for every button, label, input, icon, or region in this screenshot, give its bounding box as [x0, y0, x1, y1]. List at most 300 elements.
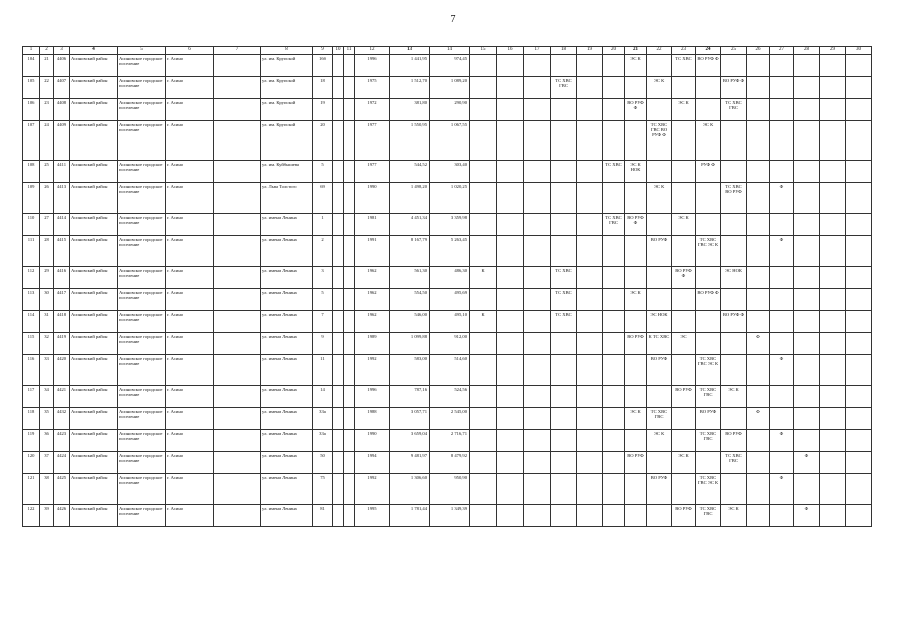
cell-sub-number: 22 — [40, 77, 54, 99]
cell-district: Асиновский район — [70, 355, 118, 386]
cell-col-23 — [672, 311, 696, 333]
cell-col-23 — [672, 408, 696, 430]
cell-col-29 — [820, 408, 846, 430]
cell-column-7 — [214, 267, 261, 289]
cell-col-15 — [470, 99, 497, 121]
cell-col-27 — [770, 386, 794, 408]
cell-col-30 — [846, 289, 872, 311]
cell-col-16 — [497, 311, 524, 333]
cell-col-18 — [551, 183, 577, 214]
cell-col-29 — [820, 505, 846, 527]
cell-col-28 — [794, 408, 820, 430]
cell-total-area: 8 167,79 — [390, 236, 430, 267]
cell-district: Асиновский район — [70, 311, 118, 333]
cell-col-29 — [820, 333, 846, 355]
cell-street: ул. имени Ленина — [261, 236, 313, 267]
column-header-15: 15 — [470, 47, 497, 55]
column-header-16: 16 — [497, 47, 524, 55]
cell-column-11 — [344, 267, 355, 289]
cell-sub-number: 35 — [40, 408, 54, 430]
column-header-27: 27 — [770, 47, 794, 55]
table-row — [23, 214, 872, 236]
cell-col-26 — [747, 430, 770, 452]
cell-settlement: Асиновское городское поселение — [118, 474, 166, 505]
cell-col-24 — [696, 333, 721, 355]
cell-district: Асиновский район — [70, 55, 118, 77]
cell-col-24: ЭС К — [696, 121, 721, 161]
cell-col-28 — [794, 355, 820, 386]
cell-col-18 — [551, 505, 577, 527]
cell-col-17 — [524, 267, 551, 289]
column-header-11: 11 — [344, 47, 355, 55]
cell-row-number: 112 — [23, 267, 40, 289]
table-row — [23, 408, 872, 430]
cell-living-area: 514,60 — [430, 355, 470, 386]
cell-col-17 — [524, 408, 551, 430]
column-header-23: 23 — [672, 47, 696, 55]
cell-col-30 — [846, 121, 872, 161]
cell-total-area: 1 099,88 — [390, 333, 430, 355]
cell-town: г. Асино — [166, 55, 214, 77]
cell-col-22: К ТС ХВС — [647, 333, 672, 355]
column-header-9: 9 — [313, 47, 333, 55]
cell-column-7 — [214, 236, 261, 267]
cell-col-20 — [603, 77, 625, 99]
cell-total-area: 1 550,95 — [390, 121, 430, 161]
table-row — [23, 289, 872, 311]
cell-col-17 — [524, 183, 551, 214]
cell-col-16 — [497, 355, 524, 386]
cell-col-18 — [551, 161, 577, 183]
cell-col-23: ТС ХВС — [672, 55, 696, 77]
cell-living-area: 524,56 — [430, 386, 470, 408]
cell-col-15: К — [470, 267, 497, 289]
cell-col-25: ТС ХВС ВО РУФ — [721, 183, 747, 214]
cell-col-29 — [820, 55, 846, 77]
table-row — [23, 183, 872, 214]
cell-col-20 — [603, 99, 625, 121]
cell-col-15 — [470, 386, 497, 408]
cell-col-25: ЭС К — [721, 386, 747, 408]
cell-house-number: 3 — [313, 267, 333, 289]
cell-col-22: ЭС К — [647, 430, 672, 452]
cell-col-28 — [794, 289, 820, 311]
cell-col-29 — [820, 121, 846, 161]
cell-total-area: 1 781,44 — [390, 505, 430, 527]
cell-column-11 — [344, 99, 355, 121]
cell-total-area: 583,00 — [390, 355, 430, 386]
cell-col-25: ЭС НОК — [721, 267, 747, 289]
cell-house-number: 1 — [313, 214, 333, 236]
cell-col-21 — [625, 267, 647, 289]
cell-col-28 — [794, 236, 820, 267]
cell-build-year: 1992 — [355, 355, 390, 386]
cell-settlement: Асиновское городское поселение — [118, 267, 166, 289]
cell-house-code: 4407 — [54, 77, 70, 99]
cell-col-16 — [497, 333, 524, 355]
cell-col-26 — [747, 55, 770, 77]
cell-street: ул. Льва Толстого — [261, 183, 313, 214]
cell-col-17 — [524, 505, 551, 527]
cell-living-area: 1 089,20 — [430, 77, 470, 99]
cell-living-area: 495,10 — [430, 311, 470, 333]
cell-col-27 — [770, 408, 794, 430]
cell-build-year: 1990 — [355, 183, 390, 214]
cell-col-16 — [497, 505, 524, 527]
cell-col-23: ВО РУФ Ф — [672, 267, 696, 289]
cell-col-27 — [770, 452, 794, 474]
column-header-1: 1 — [23, 47, 40, 55]
cell-col-20: ТС ХВС ГВС — [603, 214, 625, 236]
cell-house-number: 81 — [313, 505, 333, 527]
cell-col-17 — [524, 311, 551, 333]
cell-col-30 — [846, 452, 872, 474]
cell-column-7 — [214, 505, 261, 527]
cell-column-10 — [333, 55, 344, 77]
column-header-30: 30 — [846, 47, 872, 55]
cell-column-7 — [214, 311, 261, 333]
cell-district: Асиновский район — [70, 474, 118, 505]
cell-street: ул. имени Ленина — [261, 430, 313, 452]
cell-house-code: 4418 — [54, 311, 70, 333]
cell-col-21: ЭС К НОК — [625, 161, 647, 183]
cell-house-number: 75 — [313, 474, 333, 505]
cell-col-19 — [577, 452, 603, 474]
cell-col-29 — [820, 99, 846, 121]
cell-col-17 — [524, 333, 551, 355]
cell-col-24 — [696, 311, 721, 333]
cell-col-26 — [747, 505, 770, 527]
cell-column-10 — [333, 267, 344, 289]
cell-district: Асиновский район — [70, 267, 118, 289]
table-row — [23, 333, 872, 355]
cell-col-15 — [470, 121, 497, 161]
cell-column-10 — [333, 474, 344, 505]
column-header-7: 7 — [214, 47, 261, 55]
cell-col-27: Ф — [770, 430, 794, 452]
cell-col-24: ВО РУФ Ф — [696, 289, 721, 311]
cell-row-number: 104 — [23, 55, 40, 77]
cell-total-area: 1 306,60 — [390, 474, 430, 505]
cell-col-24 — [696, 77, 721, 99]
cell-col-15 — [470, 355, 497, 386]
cell-house-number: 33а — [313, 408, 333, 430]
cell-col-24 — [696, 99, 721, 121]
column-header-28: 28 — [794, 47, 820, 55]
cell-col-23 — [672, 161, 696, 183]
cell-col-17 — [524, 474, 551, 505]
cell-col-20 — [603, 355, 625, 386]
cell-col-22 — [647, 99, 672, 121]
cell-col-28 — [794, 55, 820, 77]
cell-settlement: Асиновское городское поселение — [118, 408, 166, 430]
cell-col-15 — [470, 214, 497, 236]
cell-col-21 — [625, 77, 647, 99]
cell-col-28 — [794, 333, 820, 355]
cell-col-18 — [551, 214, 577, 236]
register-body — [23, 55, 872, 527]
cell-col-26 — [747, 214, 770, 236]
cell-street: ул. имени Ленина — [261, 311, 313, 333]
cell-col-19 — [577, 311, 603, 333]
cell-col-26 — [747, 236, 770, 267]
cell-col-19 — [577, 289, 603, 311]
cell-col-26 — [747, 474, 770, 505]
cell-column-11 — [344, 355, 355, 386]
cell-district: Асиновский район — [70, 77, 118, 99]
cell-living-area: 495,69 — [430, 289, 470, 311]
cell-town: г. Асино — [166, 161, 214, 183]
cell-col-29 — [820, 430, 846, 452]
cell-col-18: ТС ХВС — [551, 289, 577, 311]
cell-col-19 — [577, 408, 603, 430]
cell-total-area: 1 498,20 — [390, 183, 430, 214]
cell-col-16 — [497, 236, 524, 267]
cell-column-10 — [333, 333, 344, 355]
cell-col-27: Ф — [770, 355, 794, 386]
cell-col-24: РУФ Ф — [696, 161, 721, 183]
column-number-header — [23, 47, 872, 55]
cell-col-21: ЭС К — [625, 408, 647, 430]
column-header-26: 26 — [747, 47, 770, 55]
cell-living-area: 950,90 — [430, 474, 470, 505]
cell-col-26 — [747, 289, 770, 311]
cell-col-30 — [846, 77, 872, 99]
cell-district: Асиновский район — [70, 505, 118, 527]
cell-col-18 — [551, 55, 577, 77]
column-header-3: 3 — [54, 47, 70, 55]
cell-col-22 — [647, 161, 672, 183]
cell-col-27 — [770, 214, 794, 236]
cell-col-26: Ф — [747, 408, 770, 430]
cell-col-20 — [603, 474, 625, 505]
cell-column-11 — [344, 386, 355, 408]
cell-district: Асиновский район — [70, 161, 118, 183]
cell-col-18 — [551, 474, 577, 505]
cell-col-24 — [696, 452, 721, 474]
cell-house-number: 18 — [313, 77, 333, 99]
cell-column-7 — [214, 183, 261, 214]
column-header-8: 8 — [261, 47, 313, 55]
cell-settlement: Асиновское городское поселение — [118, 55, 166, 77]
cell-column-7 — [214, 408, 261, 430]
cell-town: г. Асино — [166, 333, 214, 355]
cell-build-year: 1962 — [355, 289, 390, 311]
cell-column-10 — [333, 505, 344, 527]
cell-row-number: 105 — [23, 77, 40, 99]
cell-col-17 — [524, 452, 551, 474]
cell-column-11 — [344, 121, 355, 161]
cell-col-20 — [603, 333, 625, 355]
column-header-13: 13 — [390, 47, 430, 55]
cell-house-number: 11 — [313, 355, 333, 386]
cell-settlement: Асиновское городское поселение — [118, 355, 166, 386]
table-row — [23, 430, 872, 452]
cell-column-7 — [214, 430, 261, 452]
cell-col-24: ТС ХВС ГВС ЭС К — [696, 474, 721, 505]
cell-column-11 — [344, 236, 355, 267]
cell-column-11 — [344, 333, 355, 355]
cell-col-19 — [577, 430, 603, 452]
cell-col-25 — [721, 214, 747, 236]
cell-col-18: ТС ХВС — [551, 311, 577, 333]
column-header-25: 25 — [721, 47, 747, 55]
column-header-29: 29 — [820, 47, 846, 55]
cell-house-code: 4417 — [54, 289, 70, 311]
cell-col-18 — [551, 236, 577, 267]
cell-column-7 — [214, 121, 261, 161]
cell-col-15 — [470, 55, 497, 77]
cell-col-22 — [647, 289, 672, 311]
cell-col-25 — [721, 355, 747, 386]
cell-district: Асиновский район — [70, 452, 118, 474]
cell-column-10 — [333, 77, 344, 99]
cell-col-21: ВО РУФ — [625, 333, 647, 355]
cell-col-27 — [770, 161, 794, 183]
cell-col-21 — [625, 311, 647, 333]
cell-col-16 — [497, 452, 524, 474]
cell-sub-number: 33 — [40, 355, 54, 386]
cell-build-year: 1991 — [355, 236, 390, 267]
cell-living-area: 5 263,45 — [430, 236, 470, 267]
cell-col-16 — [497, 214, 524, 236]
cell-col-20 — [603, 236, 625, 267]
cell-column-10 — [333, 386, 344, 408]
cell-row-number: 114 — [23, 311, 40, 333]
cell-district: Асиновский район — [70, 386, 118, 408]
cell-house-code: 4415 — [54, 236, 70, 267]
cell-col-15 — [470, 474, 497, 505]
cell-column-10 — [333, 430, 344, 452]
cell-col-29 — [820, 214, 846, 236]
cell-col-25 — [721, 474, 747, 505]
cell-sub-number: 38 — [40, 474, 54, 505]
cell-row-number: 118 — [23, 408, 40, 430]
cell-settlement: Асиновское городское поселение — [118, 311, 166, 333]
cell-col-29 — [820, 289, 846, 311]
column-header-6: 6 — [166, 47, 214, 55]
cell-col-29 — [820, 355, 846, 386]
cell-col-28 — [794, 430, 820, 452]
cell-col-23 — [672, 121, 696, 161]
cell-row-number: 111 — [23, 236, 40, 267]
header-row — [23, 47, 872, 55]
cell-col-27 — [770, 77, 794, 99]
cell-col-28 — [794, 311, 820, 333]
cell-house-code: 4413 — [54, 183, 70, 214]
cell-col-26 — [747, 99, 770, 121]
cell-col-24: ТС ХВС ГВС — [696, 430, 721, 452]
cell-col-16 — [497, 77, 524, 99]
cell-col-25: ВО РУФ Ф — [721, 311, 747, 333]
cell-col-22: ЭС К — [647, 183, 672, 214]
cell-col-30 — [846, 386, 872, 408]
cell-house-code: 4406 — [54, 55, 70, 77]
cell-col-18 — [551, 430, 577, 452]
cell-district: Асиновский район — [70, 121, 118, 161]
cell-col-30 — [846, 474, 872, 505]
cell-col-16 — [497, 408, 524, 430]
cell-col-16 — [497, 161, 524, 183]
cell-house-number: 20 — [313, 121, 333, 161]
cell-street: ул. им. Крупской — [261, 77, 313, 99]
cell-column-10 — [333, 236, 344, 267]
cell-col-19 — [577, 99, 603, 121]
cell-column-7 — [214, 55, 261, 77]
cell-town: г. Асино — [166, 267, 214, 289]
column-header-2: 2 — [40, 47, 54, 55]
cell-column-7 — [214, 474, 261, 505]
cell-sub-number: 30 — [40, 289, 54, 311]
cell-column-7 — [214, 214, 261, 236]
cell-col-28 — [794, 386, 820, 408]
cell-col-25 — [721, 408, 747, 430]
cell-settlement: Асиновское городское поселение — [118, 505, 166, 527]
cell-build-year: 1990 — [355, 430, 390, 452]
cell-col-17 — [524, 161, 551, 183]
cell-column-11 — [344, 452, 355, 474]
cell-build-year: 1994 — [355, 452, 390, 474]
cell-col-24: ТС ХВС ГВС ЭС К — [696, 355, 721, 386]
cell-col-29 — [820, 474, 846, 505]
column-header-18: 18 — [551, 47, 577, 55]
cell-house-number: 33а — [313, 430, 333, 452]
cell-house-code: 4426 — [54, 505, 70, 527]
cell-house-code: 4420 — [54, 355, 70, 386]
cell-col-19 — [577, 214, 603, 236]
cell-row-number: 113 — [23, 289, 40, 311]
cell-col-15 — [470, 333, 497, 355]
cell-col-21 — [625, 355, 647, 386]
cell-col-23: ЭС К — [672, 214, 696, 236]
cell-col-21 — [625, 430, 647, 452]
cell-col-19 — [577, 161, 603, 183]
cell-col-17 — [524, 55, 551, 77]
cell-col-23: ЭС К — [672, 452, 696, 474]
cell-house-number: 7 — [313, 311, 333, 333]
cell-column-10 — [333, 183, 344, 214]
cell-col-15 — [470, 183, 497, 214]
cell-col-15: К — [470, 311, 497, 333]
cell-col-23 — [672, 289, 696, 311]
cell-build-year: 1988 — [355, 408, 390, 430]
cell-street: ул. имени Ленина — [261, 474, 313, 505]
cell-col-24: ТС ХВС ГВС — [696, 505, 721, 527]
cell-town: г. Асино — [166, 474, 214, 505]
column-header-19: 19 — [577, 47, 603, 55]
cell-total-area: 546,00 — [390, 311, 430, 333]
cell-col-29 — [820, 267, 846, 289]
cell-col-26 — [747, 161, 770, 183]
cell-col-30 — [846, 236, 872, 267]
cell-col-19 — [577, 333, 603, 355]
cell-col-22 — [647, 505, 672, 527]
cell-col-30 — [846, 267, 872, 289]
cell-total-area: 554,50 — [390, 289, 430, 311]
cell-col-23 — [672, 236, 696, 267]
cell-col-22: ЭС К — [647, 77, 672, 99]
cell-column-11 — [344, 505, 355, 527]
cell-living-area: 3 359,98 — [430, 214, 470, 236]
table-row — [23, 355, 872, 386]
cell-living-area: 486,30 — [430, 267, 470, 289]
cell-col-18 — [551, 99, 577, 121]
cell-col-25 — [721, 333, 747, 355]
column-header-4: 4 — [70, 47, 118, 55]
cell-column-11 — [344, 289, 355, 311]
cell-col-30 — [846, 55, 872, 77]
cell-town: г. Асино — [166, 236, 214, 267]
